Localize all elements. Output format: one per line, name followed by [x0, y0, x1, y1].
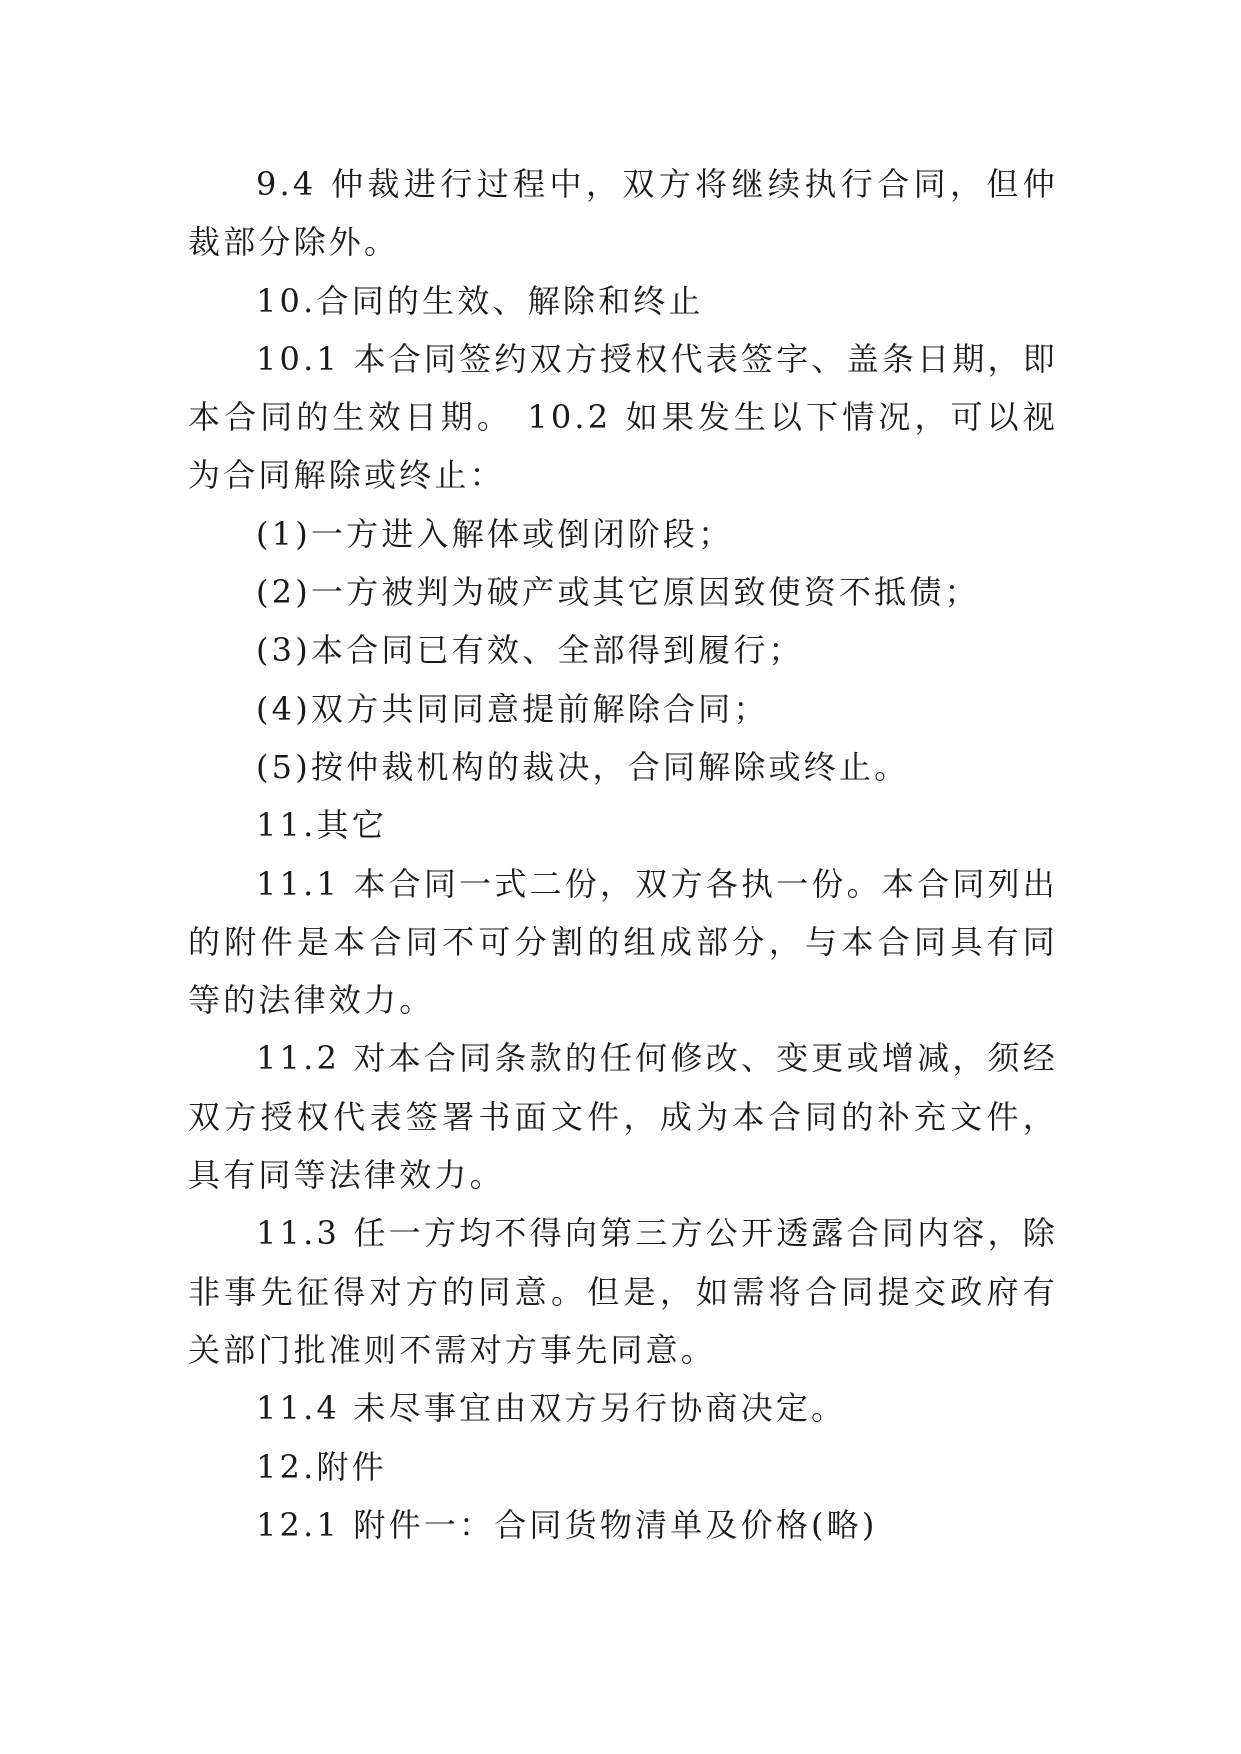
document-body — [188, 155, 1058, 1554]
list-item: (1)一方进入解体或倒闭阶段； — [256, 514, 734, 553]
section-11-heading: 11.其它 — [256, 806, 387, 845]
clause-11-3: 11.3 任一方均不得向第三方公开透露合同内容，除非事先征得对方的同意。但是，如需将合同提交政府有关部门批准则不需对方事先同意。 — [188, 1214, 1058, 1369]
clause-12-1: 12.1 附件一：合同货物清单及价格(略) — [256, 1505, 878, 1544]
clause-11-2: 11.2 对本合同条款的任何修改、变更或增减，须经双方授权代表签署书面文件，成为本合同的补充文件，具有同等法律效力。 — [188, 1039, 1058, 1195]
list-item: (5)按仲裁机构的裁决，合同解除或终止。 — [256, 747, 910, 786]
clause-11-1: 11.1 本合同一式二份，双方各执一份。本合同列出的附件是本合同不可分割的组成部分，与本合同具有同等的法律效力。 — [188, 864, 1058, 1020]
section-10-heading: 10.合同的生效、解除和终止 — [256, 281, 704, 320]
section-12-heading: 12.附件 — [256, 1447, 387, 1486]
list-item: (4)双方共同同意提前解除合同； — [256, 689, 769, 728]
list-item: (2)一方被判为破产或其它原因致使资不抵债； — [256, 573, 980, 612]
clause-9-4: 9.4 仲裁进行过程中，双方将继续执行合同，但仲裁部分除外。 — [188, 165, 1058, 262]
list-item: (3)本合同已有效、全部得到履行； — [256, 631, 804, 670]
clause-11-4: 11.4 未尽事宜由双方另行协商决定。 — [256, 1389, 847, 1428]
clause-10-1: 10.1 本合同签约双方授权代表签字、盖条日期，即本合同的生效日期。 10.2 如果发生以下情况，可以视为合同解除或终止： — [188, 339, 1058, 495]
